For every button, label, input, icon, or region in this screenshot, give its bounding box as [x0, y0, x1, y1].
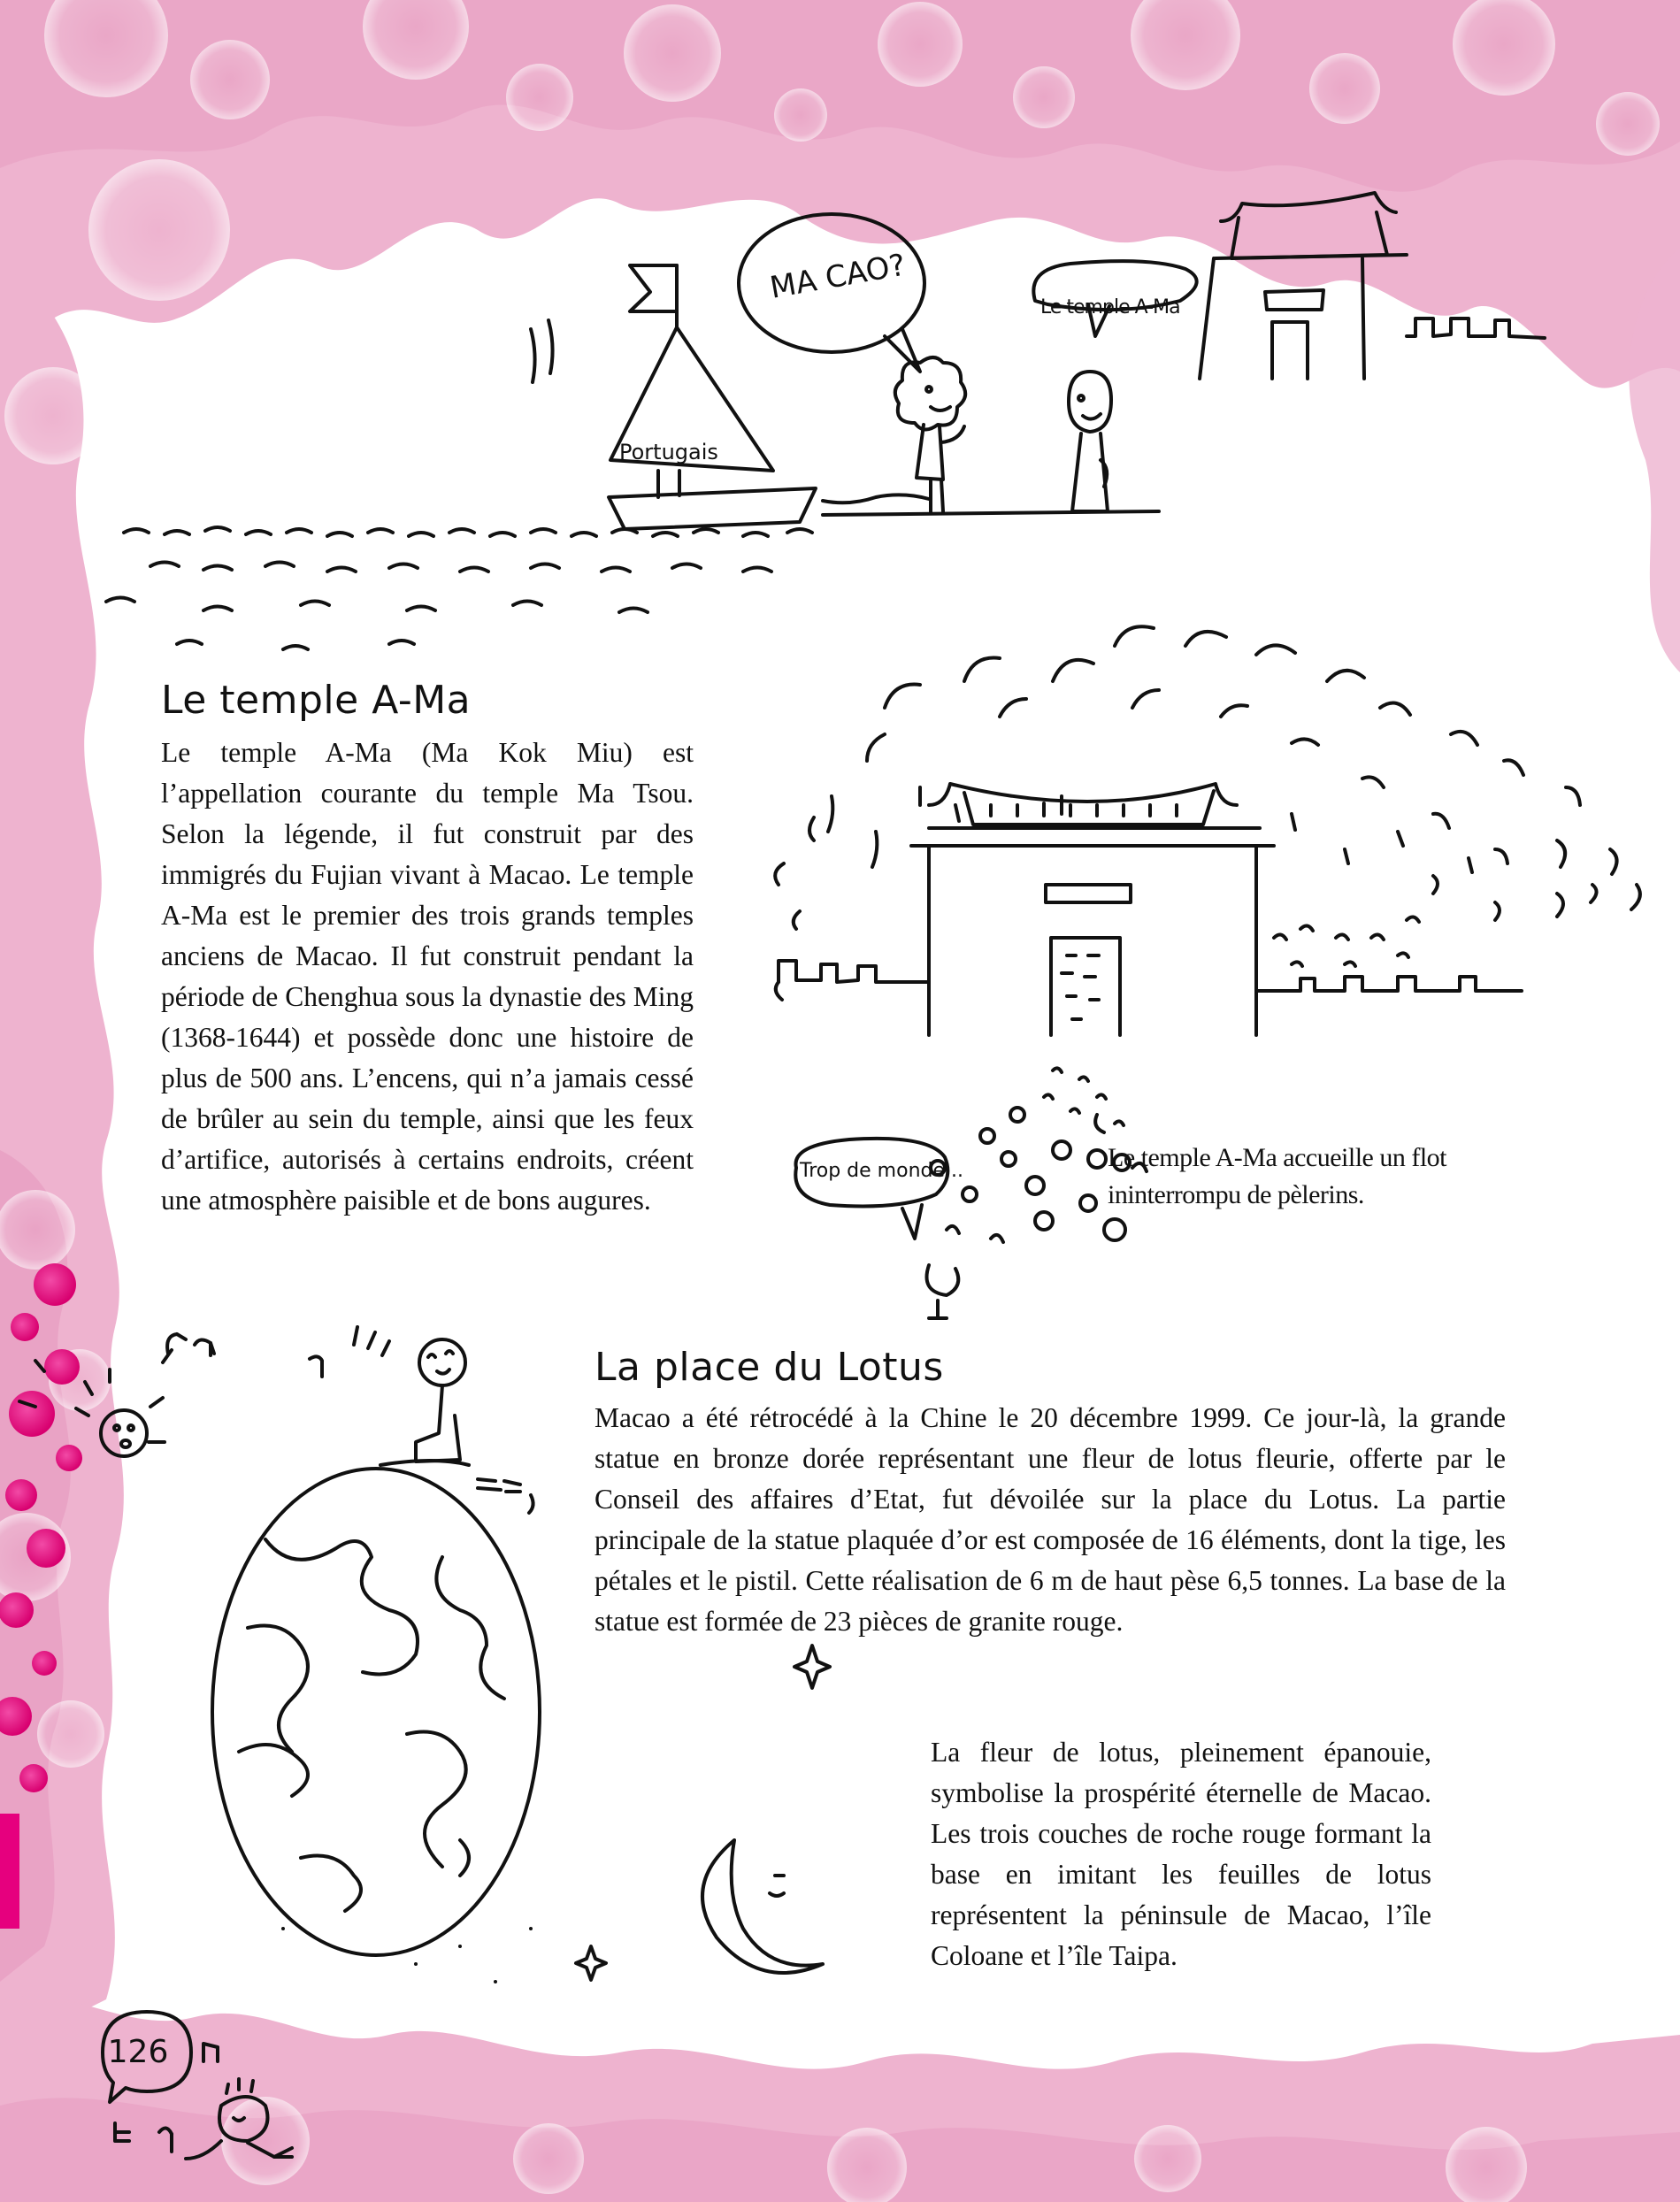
- temple-gate-drawing: [1200, 193, 1545, 379]
- speech-macao-text: MA CAO?: [767, 247, 909, 306]
- moon-drawing: [702, 1840, 823, 1973]
- globe-drawing: [212, 1469, 540, 1955]
- page-number: 126: [107, 2033, 169, 2070]
- sail-label: Portugais: [619, 440, 718, 464]
- lotus-symbolism-note: La fleur de lotus, pleinement épanouie, symbolise la prospérité éternelle de Macao. Les trois couches de roche rouge formant la base en imitant les feuilles de lotus représentent la péninsule de Macao, l’île Coloane et l’île Taipa.: [931, 1737, 1431, 1971]
- arrival-illustration: [0, 0, 1680, 672]
- ama-temple-drawing: [779, 784, 1522, 1035]
- sea-waves-drawing: [106, 527, 812, 649]
- image-caption-ama: Le temple A-Ma accueille un flot ininterrompu de pèlerins.: [1108, 1143, 1447, 1209]
- portuguese-boat-drawing: [531, 265, 929, 529]
- section-body-ama: Le temple A-Ma (Ma Kok Miu) est l’appellation courante du temple Ma Tsou. Selon la légende, il fut construit par des immigrés du Fujian vivant à Macao. Le temple A-Ma est le premier des trois grands temples anciens de Macao. Il fut construit pendant la période de Chenghua sous la dynastie des Ming (1368-1644) et possède donc une histoire de plus de 500 ans. L’encens, qui n’a jamais cessé de brûler au sein du temple, ainsi que les feux d’artifice, autorisés à certains endroits, créent une atmosphère paisible et de bons augures.: [161, 737, 694, 1216]
- local-person-drawing: [1069, 372, 1111, 511]
- speech-temple-text: Le temple A-Ma: [1040, 296, 1180, 318]
- crowd-speech-text-layer: [779, 1150, 963, 1230]
- section-title-lotus: La place du Lotus: [595, 1345, 944, 1390]
- child-on-globe-drawing: [19, 1327, 533, 1513]
- portuguese-sailor-drawing: [895, 357, 965, 513]
- section-body-lotus: Macao a été rétrocédé à la Chine le 20 décembre 1999. Ce jour-là, la grande statue en bronze dorée représentant une fleur de lotus fleurie, offerte par le Conseil des affaires d’Etat, fut dévoilée sur la place du Lotus. La partie principale de la statue plaquée d’or est composée de 16 éléments, dont la tige, les pétales et le pistil. Cette réalisation de 6 m de haut pèse 6,5 tonnes. La base de la statue est formée de 23 pièces de granite rouge.: [595, 1402, 1506, 1637]
- speech-crowd-text: [799, 1160, 963, 1182]
- section-title-ama: Le temple A-Ma: [161, 678, 472, 723]
- sparkles-drawing: [283, 1646, 830, 1982]
- speech-crowd-text-span: Trop de monde...: [800, 1160, 963, 1182]
